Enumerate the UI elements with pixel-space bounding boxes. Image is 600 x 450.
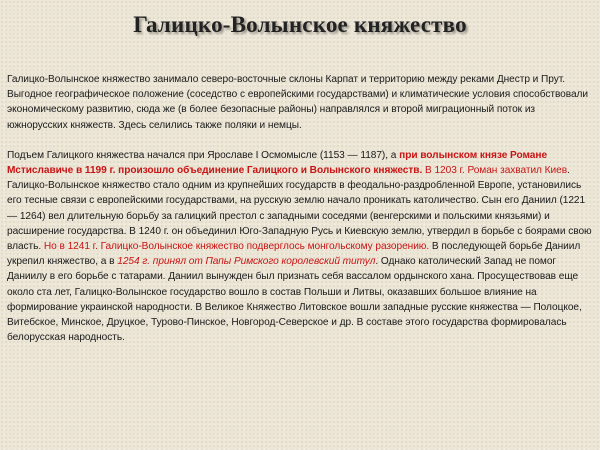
paragraph-geography: Галицко-Волынское княжество занимало северо-восточные склоны Карпат и территорию между реками Днестр и Прут. Выгодное географическое положение (соседство с европейскими государствами) и климатические условия способствовали экономическому развитию, сюда же (в более безопасные районы) направлялся и второй миграционный поток из южнорусских княжеств. Здесь селились также поляки и немцы. [7,74,588,131]
history-text-5: . Однако католический Запад не помог Даниилу в его борьбе с татарами. Даниил вынужден был признать себя вассалом ордынского хана. Просуществовав еще около ста лет, Галицко-Волынское государство вошло в состав Польши и Литвы, оказавших большое влияние на формирование украинской народности. В Великое Княжество Литовское вошли западные русские княжества — Полоцкое, Витебское, Минское, Друцкое, Турово-Пинское, Новгород-Северское и др. В составе этого государства формировалась белорусская народность. [7,256,582,344]
history-text-4: В последующей борьбе Даниил укрепил княжество, а в [7,241,581,268]
history-text-3: . Галицко-Волынское княжество стало одним из крупнейших государств в феодально-раздробленной Европе, установились его тесные связи с европейскими государствами, на русскую землю начало проникать католичество. Сын его Даниил (1221 — 1264) вел длительную борьбу за галицкий престол с западными соседями (венгерскими и польскими князьями) и расширение государства. В 1240 г. он объединил Юго-Западную Русь и Киевскую землю, утвердил в борьбе с боярами свою власть. [7,165,592,253]
history-text-1: Подъем Галицкого княжества начался при Ярославе I Осмомысле (1153 — 1187), а [7,149,400,161]
slide-title: Галицко-Волынское княжество [133,12,467,37]
highlight-kiev-capture: В 1203 г. Роман захватил Киев [424,165,568,177]
paragraph-history [7,148,592,346]
highlight-royal-title: 1254 г. принял от Папы Римского королевский титул [117,256,376,268]
highlight-unification: при волынском князе Романе Мстиславиче в 1199 г. произошло объединение Галицкого и Волынского княжеств. [7,149,548,177]
slide-body [7,72,592,345]
highlight-mongol-invasion: Но в 1241 г. Галицко-Волынское княжество подверглось монгольскому разорению. [43,241,430,253]
